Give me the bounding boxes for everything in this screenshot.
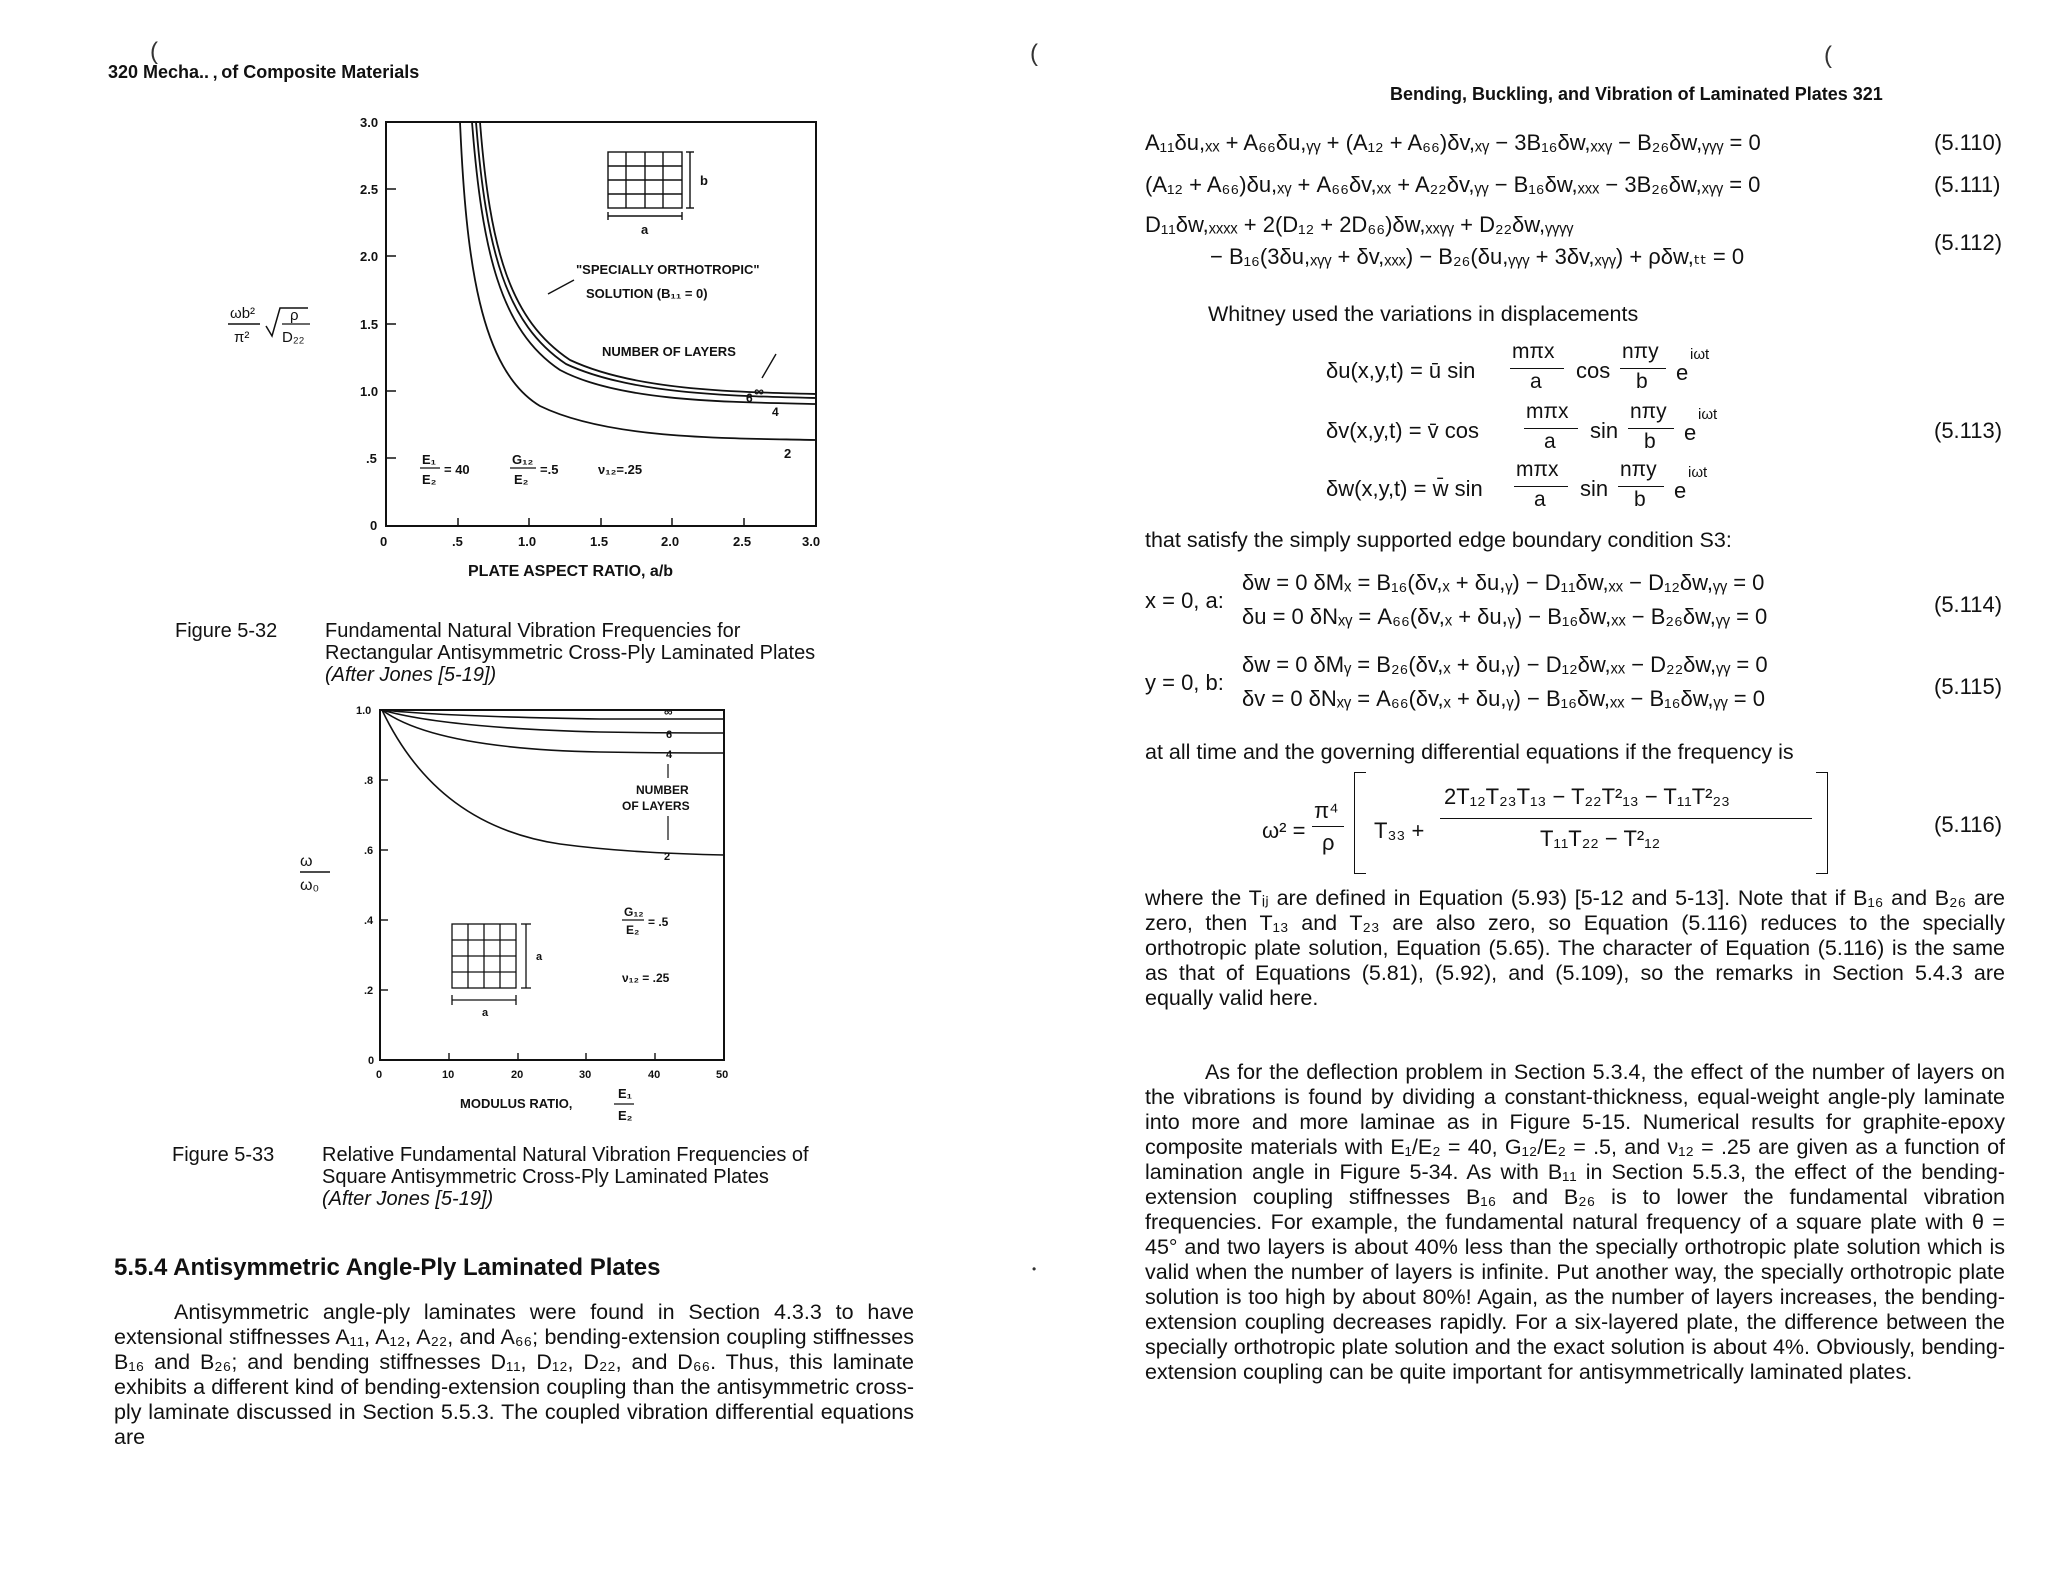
right-paragraph-1: where the Tᵢⱼ are defined in Equation (5.93) [5-12 and 5-13]. Note that if B₁₆ and B₂₆ are zero, then T₁₃ and T₂₃ are also zero, so Equation (5.116) reduces to the specially orthotropic plate solution, Equation (5.65). The character of Equation (5.116) is the same as that of Equations (5.81), (5.92), and (5.109), so the remarks in Section 5.4.3 are equally valid here. [1145, 886, 2005, 1010]
eq-5-113-sin: sin [1590, 418, 1619, 443]
eq-5-116-lhs: ω² = [1262, 818, 1306, 843]
fig33-frame [380, 710, 724, 1060]
eq-5-113-frac4-num: nπy [1630, 400, 1667, 423]
fig32-param-g-num: G₁₂ [512, 452, 534, 467]
caption-5-33-number: Figure 5-33 [172, 1144, 275, 1166]
fig33-x-ticks [376, 1069, 728, 1081]
eq-5-113-cos: cos [1576, 358, 1611, 383]
right-running-head: Bending, Buckling, and Vibration of Laminated Plates 321 [1390, 84, 1883, 104]
eq-5-114-lhs: x = 0, a: [1145, 588, 1224, 613]
eq-5-116-bracket-left [1354, 772, 1366, 874]
fig33-dim-a-bottom: a [482, 1007, 489, 1019]
fig32-y-ticks [360, 115, 378, 533]
fig33-xlabel-den: E₂ [618, 1108, 633, 1123]
fig32-param-g-val: =.5 [540, 462, 559, 477]
eq-5-113-frac3-num: mπx [1526, 400, 1569, 423]
fig33-xlabel: MODULUS RATIO, [460, 1096, 573, 1111]
left-running-head: 320 Mecha.. ‚ of Composite Materials [108, 62, 420, 82]
eq-5-115-lhs: y = 0, b: [1145, 670, 1224, 695]
fig32-label-2: 2 [784, 446, 792, 461]
fig32-xtick: 2.0 [661, 534, 680, 549]
fig33-y-ticks [356, 705, 374, 1067]
eq-5-116-numerator: 2T₁₂T₂₃T₁₃ − T₂₂T²₁₃ − T₁₁T²₂₃ [1444, 784, 1730, 809]
fig32-x-ticks [380, 534, 820, 549]
fig32-ytick: 2.5 [360, 182, 379, 197]
fig32-ytick: 0 [370, 518, 378, 533]
fig33-param-g-num: G₁₂ [624, 905, 644, 919]
fig32-ylabel-root-num: ρ [290, 307, 299, 324]
right-paragraph-2: As for the deflection problem in Section 5.3.4, the effect of the number of layers on the vibrations is found by dividing a constant-thickness, equal-weight angle-ply laminate into more and more laminae as in Figure 5-15. Numerical results for graphite-epoxy composite materials with E₁/E₂ = 40, G₁₂/E₂ = .5, and ν₁₂ = .25 are given as a function of lamination angle in Figure 5-34. As with B₁₁ in Section 5.5.3, the effect of the bending-extension coupling stiffnesses B₁₆ and B₂₆ is to lower the fundamental vibration frequencies. For example, the fundamental natural frequency of a square plate with θ = 45° and two layers is about 40% less than the specially orthotropic plate solution which is valid when the number of layers is infinite. Put another way, the specially orthotropic plate solution is too high by about 80%! Again, as the number of layers increases, the bending-extension coupling decreases rapidly. For a six-layered plate, the difference between the specially orthotropic plate solution and the exact solution is about 4%. Obviously, bending-extension coupling can be quite important for antisymmetrically laminated plates. [1145, 1060, 2005, 1384]
fig32-xtick: 3.0 [802, 534, 821, 549]
fig32-xtick: 2.5 [733, 534, 752, 549]
fig33-param-g-den: E₂ [626, 923, 640, 937]
eq-5-111: (A₁₂ + A₆₆)δu,ₓᵧ + A₆₆δv,ₓₓ + A₂₂δv,ᵧᵧ − B₁₆δw,ₓₓₓ − 3B₂₆δw,ₓᵧᵧ = 0 [1145, 172, 1761, 197]
right-page [1020, 0, 2048, 1582]
fig33-xtick: 0 [376, 1069, 383, 1081]
figure-5-32 [210, 110, 910, 590]
caption-5-33-body [322, 1144, 902, 1210]
caption-5-32-number: Figure 5-32 [175, 620, 278, 642]
eq-5-113-exp: iωt [1690, 346, 1710, 363]
section-heading-5-5-4: 5.5.4 Antisymmetric Angle-Ply Laminated Plates [114, 1254, 661, 1281]
eq-5-112-number: (5.112) [1934, 230, 2003, 255]
fig32-ylabel-root-den: D₂₂ [282, 329, 305, 346]
caption-5-33 [172, 1144, 912, 1214]
governing-text: at all time and the governing differential equations if the frequency is [1145, 740, 1794, 764]
fig32-annotation-solution-1: "SPECIALLY ORTHOTROPIC" [576, 262, 760, 277]
fig33-label-inf: ∞ [664, 705, 673, 719]
fig32-dim-a: a [641, 222, 649, 237]
fig32-ytick: 2.0 [360, 249, 379, 264]
fig33-xlabel-num: E₁ [618, 1086, 633, 1101]
fig33-curve-inf [382, 710, 724, 719]
left-page [0, 0, 1020, 1582]
boundary-text: that satisfy the simply supported edge boundary condition S3: [1145, 528, 1732, 552]
eq-5-114-line1: δw = 0 δMₓ = B₁₆(δv,ₓ + δu,ᵧ) − D₁₁δw,ₓₓ − D₁₂δw,ᵧᵧ = 0 [1242, 570, 1765, 595]
fig33-curve-4 [382, 710, 724, 753]
fig33-xtick: 20 [511, 1069, 524, 1081]
fig32-annotation-layers: NUMBER OF LAYERS [602, 344, 736, 359]
fig32-param-nu: ν₁₂=.25 [598, 462, 643, 477]
fig33-ytick: .8 [364, 775, 374, 787]
fig33-ylabel-den: ω₀ [300, 877, 320, 894]
eq-5-116-number: (5.116) [1934, 812, 2003, 837]
eq-5-113-frac1-den: a [1530, 370, 1542, 393]
fig33-annotation-layers-2: OF LAYERS [622, 799, 690, 813]
eq-5-113-frac6-den: b [1634, 488, 1646, 511]
fig32-xtick: 1.5 [590, 534, 609, 549]
fig32-label-4: 4 [772, 405, 779, 419]
eq-5-113-exp-base-3: e [1674, 478, 1687, 503]
fig32-dim-b: b [700, 173, 708, 188]
eq-5-115-number: (5.115) [1934, 674, 2003, 699]
eq-5-110: A₁₁δu,ₓₓ + A₆₆δu,ᵧᵧ + (A₁₂ + A₆₆)δv,ₓᵧ − 3B₁₆δw,ₓₓᵧ − B₂₆δw,ᵧᵧᵧ = 0 [1145, 130, 1761, 155]
fig33-ytick: .6 [364, 845, 374, 857]
eq-5-116-bracket-right [1816, 772, 1828, 874]
eq-5-115-line2: δv = 0 δNₓᵧ = A₆₆(δv,ₓ + δu,ᵧ) − B₁₆δw,ₓₓ − B₁₆δw,ᵧᵧ = 0 [1242, 686, 1765, 711]
figure-5-33 [300, 700, 760, 1140]
eq-5-113-line3-lhs: δw(x,y,t) = w̄ sin [1326, 476, 1483, 501]
eq-5-113-line2-lhs: δv(x,y,t) = v̄ cos [1326, 418, 1480, 443]
fig32-ytick: .5 [366, 451, 377, 466]
eq-5-113-number: (5.113) [1934, 418, 2003, 443]
eq-5-114-line2: δu = 0 δNₓᵧ = A₆₆(δv,ₓ + δu,ᵧ) − B₁₆δw,ₓₓ − B₂₆δw,ᵧᵧ = 0 [1242, 604, 1768, 629]
fig32-inset-plate [608, 152, 694, 220]
eq-5-112-line1: D₁₁δw,ₓₓₓₓ + 2(D₁₂ + 2D₆₆)δw,ₓₓᵧᵧ + D₂₂δw,ᵧᵧᵧᵧ [1145, 212, 1574, 237]
caption-5-33-line: Square Antisymmetric Cross-Ply Laminated Plates [322, 1166, 769, 1188]
section-5-5-4-body: Antisymmetric angle-ply laminates were found in Section 4.3.3 to have extensional stiffnesses A₁₁, A₁₂, A₂₂, and A₆₆; bending-extension coupling stiffnesses B₁₆ and B₂₆; and bending stiffnesses D₁₁, D₁₂, D₂₂, and D₆₆. Thus, this laminate exhibits a different kind of bending-extension coupling than the antisymmetric cross-ply laminate discussed in Section 5.5.3. The coupled vibration differential equations are [114, 1300, 914, 1449]
fig32-param-g-den: E₂ [514, 472, 529, 487]
eq-5-111-number: (5.111) [1934, 172, 2001, 197]
fig32-param-e-num: E₁ [422, 452, 437, 467]
fig33-annotation-layers-1: NUMBER [636, 783, 689, 797]
fig32-label-inf: ∞ [754, 383, 764, 399]
fig32-ytick: 3.0 [360, 115, 379, 130]
eq-5-114-number: (5.114) [1934, 592, 2003, 617]
eq-5-113-frac5-num: mπx [1516, 458, 1559, 481]
fig33-inset-plate [452, 924, 531, 1005]
fig33-label-2: 2 [664, 851, 671, 863]
fig32-ylabel-num: ωb² [230, 305, 256, 322]
caption-5-32 [175, 620, 915, 690]
eq-5-113-frac6-num: nπy [1620, 458, 1657, 481]
scan-speck: • [1032, 1262, 1037, 1276]
eq-5-113-exp-2: iωt [1698, 406, 1718, 423]
eq-5-113-frac5-den: a [1534, 488, 1546, 511]
eq-5-113-frac2-num: nπy [1622, 340, 1659, 363]
fig33-xtick: 50 [716, 1069, 729, 1081]
eq-5-115-line1: δw = 0 δMᵧ = B₂₆(δv,ₓ + δu,ᵧ) − D₁₂δw,ₓₓ − D₂₂δw,ᵧᵧ = 0 [1242, 652, 1768, 677]
eq-5-112-line2: − B₁₆(3δu,ₓᵧᵧ + δv,ₓₓₓ) − B₂₆(δu,ᵧᵧᵧ + 3δv,ₓᵧᵧ) + ρδw,ₜₜ = 0 [1210, 244, 1745, 269]
fig33-dim-a-right: a [536, 951, 543, 963]
eq-5-113-exp-base: e [1676, 360, 1689, 385]
eq-5-113-exp-base-2: e [1684, 420, 1697, 445]
fig32-xtick: 0 [380, 534, 388, 549]
fig33-xtick: 30 [579, 1069, 592, 1081]
fig33-label-4: 4 [666, 749, 673, 761]
fig32-param-e-val: = 40 [444, 462, 470, 477]
fig32-ytick: 1.5 [360, 317, 379, 332]
figure-5-33-plot [300, 700, 760, 1140]
fig32-ytick: 1.0 [360, 384, 379, 399]
gutter-paren-left: ( [1030, 40, 1038, 67]
fig33-label-6: 6 [666, 729, 673, 741]
fig32-ylabel-den: π² [234, 329, 250, 346]
figure-5-32-plot [210, 110, 910, 590]
eq-5-116-pi: π⁴ [1314, 798, 1339, 823]
eq-5-113-frac3-den: a [1544, 430, 1556, 453]
fig32-xlabel: PLATE ASPECT RATIO, a/b [468, 563, 674, 580]
eq-5-116-t33: T₃₃ + [1374, 818, 1425, 843]
eq-5-113-frac1-num: mπx [1512, 340, 1555, 363]
eq-5-113-frac4-den: b [1644, 430, 1656, 453]
fig33-xtick: 10 [442, 1069, 455, 1081]
caption-5-32-body [325, 620, 905, 686]
caption-5-33-line: (After Jones [5-19]) [322, 1188, 494, 1210]
margin-paren-left: ( [150, 38, 158, 65]
whitney-text: Whitney used the variations in displacements [1208, 302, 1639, 326]
fig32-annotation-solution-2: SOLUTION (B₁₁ = 0) [586, 286, 708, 301]
eq-5-113-frac2-den: b [1636, 370, 1648, 393]
fig33-ytick: .4 [364, 915, 374, 927]
eq-5-110-number: (5.110) [1934, 130, 2003, 155]
caption-5-32-line: (After Jones [5-19]) [325, 664, 497, 686]
fig33-xtick: 40 [648, 1069, 661, 1081]
fig32-xtick: .5 [452, 534, 463, 549]
fig32-label-6: 6 [746, 391, 753, 405]
fig32-param-e-den: E₂ [422, 472, 437, 487]
fig32-xtick: 1.0 [518, 534, 537, 549]
fig33-ytick: 1.0 [356, 705, 372, 717]
eq-5-113-exp-3: iωt [1688, 464, 1708, 481]
eq-5-113-sin-2: sin [1580, 476, 1609, 501]
caption-5-32-line: Rectangular Antisymmetric Cross-Ply Laminated Plates [325, 642, 816, 664]
fig33-ylabel-num: ω [300, 853, 313, 870]
caption-5-32-line: Fundamental Natural Vibration Frequencies for [325, 620, 741, 642]
fig33-ytick: 0 [368, 1055, 375, 1067]
eq-5-113-line1-lhs: δu(x,y,t) = ū sin [1326, 358, 1476, 383]
eq-5-116-denominator: T₁₁T₂₂ − T²₁₂ [1540, 826, 1661, 851]
caption-5-33-line: Relative Fundamental Natural Vibration Frequencies of [322, 1144, 809, 1166]
gutter-paren-right: ( [1824, 42, 1832, 69]
fig33-param-nu: ν₁₂ = .25 [622, 971, 670, 985]
fig33-ytick: .2 [364, 985, 374, 997]
fig33-param-g-val: = .5 [648, 915, 669, 929]
eq-5-116-rho: ρ [1322, 830, 1335, 855]
